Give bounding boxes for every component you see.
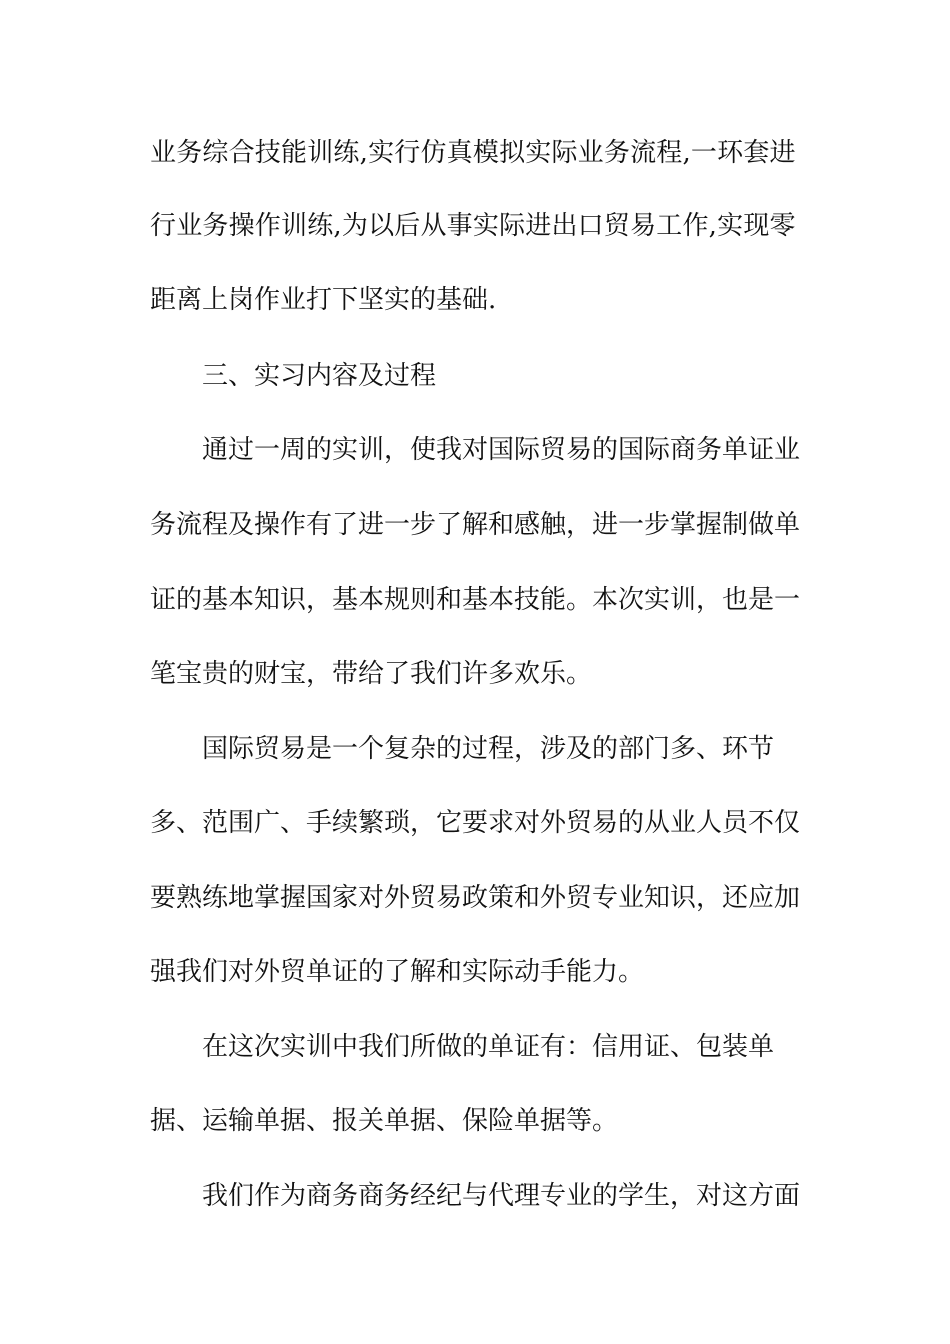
paragraph-line: 证的基本知识，基本规则和基本技能。本次实训，也是一 [150, 585, 801, 615]
paragraph-line: 距离上岗作业打下坚实的基础. [150, 285, 497, 315]
paragraph-line: 行业务操作训练,为以后从事实际进出口贸易工作,实现零 [150, 211, 796, 241]
paragraph-line: 业务综合技能训练,实行仿真模拟实际业务流程,一环套进 [150, 138, 796, 168]
paragraph-line: 多、范围广、手续繁琐，它要求对外贸易的从业人员不仅 [150, 808, 801, 838]
paragraph-line: 我们作为商务商务经纪与代理专业的学生，对这方面 [202, 1181, 801, 1211]
section-heading: 三、实习内容及过程 [202, 361, 437, 391]
paragraph-line: 强我们对外贸单证的了解和实际动手能力。 [150, 957, 645, 987]
paragraph-line: 通过一周的实训，使我对国际贸易的国际商务单证业 [202, 435, 801, 465]
paragraph-line: 据、运输单据、报关单据、保险单据等。 [150, 1106, 619, 1136]
paragraph-line: 笔宝贵的财宝，带给了我们许多欢乐。 [150, 659, 593, 689]
paragraph-line: 要熟练地掌握国家对外贸易政策和外贸专业知识，还应加 [150, 883, 801, 913]
paragraph-line: 务流程及操作有了进一步了解和感触，进一步掌握制做单 [150, 510, 801, 540]
paragraph-line: 在这次实训中我们所做的单证有：信用证、包装单 [202, 1032, 775, 1062]
paragraph-line: 国际贸易是一个复杂的过程，涉及的部门多、环节 [202, 734, 775, 764]
